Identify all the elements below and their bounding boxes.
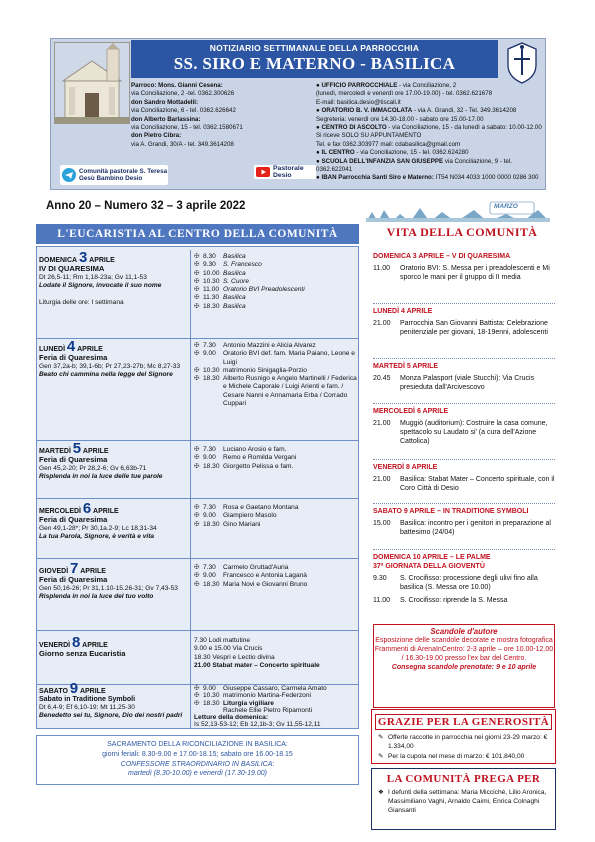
generosity-title: GRAZIE PER LA GENEROSITÀ bbox=[375, 714, 552, 730]
mass-time: 18.30 bbox=[203, 462, 220, 470]
mass-desc: Oratorio BVI Preadolescenti bbox=[223, 286, 305, 294]
office-line: ● IL CENTRO - via Conciliazione, 15 - tel. 0362.624280 bbox=[316, 149, 469, 157]
day-name: MARTEDÌ bbox=[39, 448, 71, 455]
office-name: IBAN Parrocchia Santi Siro e Materno: bbox=[321, 174, 434, 182]
event-desc: Parrocchia San Giovanni Battista: Celebrazione penitenziale per giovani, 18-19enni, adolescenti bbox=[400, 320, 548, 336]
clergy-entry bbox=[131, 99, 311, 116]
generosity-line bbox=[378, 752, 551, 761]
event-section bbox=[373, 463, 555, 493]
event-row bbox=[373, 519, 555, 537]
confession-hours: giorni feriali: 8.30-9.00 e 17.00-18.15; sabato ore 16.00-18.15 bbox=[102, 750, 293, 758]
event-row bbox=[373, 374, 555, 392]
scandole-delivery: Consegna scandole prenotate: 9 e 10 aprile bbox=[391, 664, 537, 671]
mass-time: 11.30 bbox=[203, 294, 220, 302]
mass-list bbox=[190, 441, 358, 499]
cross-icon: ✠ bbox=[194, 512, 200, 520]
day-name: SABATO bbox=[39, 688, 68, 695]
scandole-title: Scandole d'autore bbox=[430, 627, 498, 636]
day-readings: Dt 26,5-11; Rm 1,18-23a; Gv 11,1-53 bbox=[39, 273, 147, 281]
day-month: APRILE bbox=[82, 642, 108, 649]
day-number: 6 bbox=[82, 500, 92, 517]
cross-icon: ✠ bbox=[194, 462, 200, 470]
day-motto: Benedetto sei tu, Signore, Dio dei nostri padri bbox=[39, 711, 183, 719]
day-row bbox=[37, 498, 358, 559]
mass-time: 18.30 bbox=[203, 302, 220, 310]
mass-row bbox=[194, 375, 358, 408]
divider bbox=[373, 503, 555, 504]
event-desc: Oratorio BVI: S. Messa per i preadolescenti e Mi sporco le mani per il gruppo di II media bbox=[400, 265, 550, 281]
service-line: 21.00 Stabat mater – Concerto spirituale bbox=[194, 661, 320, 669]
divider bbox=[373, 549, 555, 550]
office-info: Si riceve SOLO SU APPUNTAMENTO bbox=[316, 132, 422, 140]
clergy-entry bbox=[131, 116, 311, 133]
day-info bbox=[39, 441, 183, 482]
day-info bbox=[39, 631, 183, 659]
clergy-entry bbox=[131, 132, 311, 149]
mass-time bbox=[203, 707, 223, 714]
clergy-info: via Conciliazione, 6 - tel. 0362.626642 bbox=[131, 107, 236, 115]
event-heading: DOMENICA 10 APRILE – LE PALME bbox=[373, 554, 491, 561]
youtube-link[interactable] bbox=[254, 165, 316, 179]
day-motto: Beato chi cammina nella legge del Signore bbox=[39, 371, 173, 379]
mass-row bbox=[194, 303, 358, 311]
offices-list bbox=[316, 82, 546, 183]
mass-time: 10.30 bbox=[203, 366, 220, 374]
day-feria: Feria di Quaresima bbox=[39, 353, 108, 363]
mass-desc: S. Cuore bbox=[223, 277, 250, 285]
day-name: MERCOLEDÌ bbox=[39, 508, 81, 515]
event-desc: S. Crocifisso: riprende la S. Messa bbox=[400, 597, 508, 604]
mass-row bbox=[194, 700, 358, 707]
day-motto: La tua Parola, Signore, è verità e vita bbox=[39, 533, 155, 541]
bullet-icon: ❖ bbox=[378, 789, 384, 796]
mass-desc: Maria Novi e Giovanni Bruno bbox=[223, 580, 308, 588]
mass-time: 9.00 bbox=[203, 512, 216, 520]
mass-desc: matrimonio Sinigaglia-Porzio bbox=[223, 366, 307, 374]
event-time: 21.00 bbox=[373, 420, 391, 427]
day-feria: Sabato in Traditione Symboli bbox=[39, 696, 136, 704]
generosity-text: Per la cupola nel mese di marzo: € 101.840,00 bbox=[388, 753, 525, 760]
office-line bbox=[316, 99, 546, 107]
service-list bbox=[190, 631, 358, 685]
mass-row bbox=[194, 261, 358, 269]
office-info: - via Conciliazione, 15 - da lunedì a sabato: 10.00-12.00 bbox=[386, 124, 542, 132]
office-line: ● ORATORIO B. V. IMMACOLATA - via A. Grandi, 32 - Tel. 349.3614208 bbox=[316, 107, 517, 115]
office-info: - via Conciliazione, 15 - tel. 0362.624280 bbox=[354, 149, 469, 157]
event-time: 11.00 bbox=[373, 597, 390, 604]
day-name: DOMENICA bbox=[39, 257, 78, 264]
mass-list bbox=[190, 499, 358, 559]
day-month: APRILE bbox=[89, 257, 115, 264]
day-number: 4 bbox=[66, 338, 76, 355]
office-line bbox=[316, 90, 546, 98]
event-section bbox=[373, 553, 555, 605]
day-number: 3 bbox=[78, 249, 88, 266]
day-name: GIOVEDÌ bbox=[39, 568, 69, 575]
mass-desc: Rachele Ellie Pietro Ripamonti bbox=[223, 706, 313, 714]
youtube-icon bbox=[256, 167, 270, 177]
clergy-list bbox=[131, 82, 311, 149]
cross-icon: ✠ bbox=[194, 520, 200, 528]
mass-desc: Giuseppe Cassaro, Carmela Amato bbox=[223, 685, 327, 692]
mass-time: 18.30 bbox=[203, 699, 220, 707]
sunday-readings-label: Letture della domenica: bbox=[194, 714, 269, 722]
service-line: 18.30 Vespri e Lectio divina bbox=[194, 653, 275, 661]
telegram-icon bbox=[62, 168, 76, 182]
event-row bbox=[373, 574, 555, 592]
office-line: ● CENTRO DI ASCOLTO - via Conciliazione, 15 - da lunedì a sabato: 10.00-12.00 bbox=[316, 124, 542, 132]
cross-icon: ✠ bbox=[194, 269, 200, 277]
confessor-hours: martedì (8.30-10.00) e venerdì (17.30-19.00) bbox=[128, 770, 267, 778]
mass-row bbox=[194, 294, 358, 302]
mass-desc: Francesco e Antonia Laganà bbox=[223, 572, 307, 580]
mass-desc: Basilica bbox=[223, 269, 246, 277]
mass-time: 18.30 bbox=[203, 520, 220, 528]
mass-time: 10.00 bbox=[203, 269, 220, 277]
cross-icon: ✠ bbox=[194, 366, 200, 374]
cross-icon: ✠ bbox=[194, 294, 200, 302]
mass-list bbox=[190, 339, 358, 441]
cross-icon: ✠ bbox=[194, 699, 200, 707]
event-heading: MERCOLEDÌ 6 APRILE bbox=[373, 408, 449, 415]
day-info bbox=[39, 559, 183, 602]
day-info bbox=[39, 680, 183, 719]
confession-box bbox=[36, 735, 359, 785]
day-info bbox=[39, 499, 183, 542]
mass-desc: Alberto Rusnigo e Angelo Martinelli / Federica e Michele Caporale / Luigi Arienti e fam. / Cesare Nanni e Annamaria Erba / Corrado Cuppari bbox=[223, 375, 357, 408]
mass-row bbox=[194, 581, 358, 589]
office-line: ● UFFICIO PARROCCHIALE - via Conciliazione, 2 bbox=[316, 82, 457, 89]
cross-icon: ✠ bbox=[194, 375, 200, 383]
clergy-info: via A. Grandi, 30/A - tel. 349.3614208 bbox=[131, 140, 234, 148]
day-number: 5 bbox=[72, 440, 82, 457]
day-readings: Gen 45,2-20; Pr 28,2-6; Gv 6,63b-71 bbox=[39, 464, 147, 472]
day-feria: Feria di Quaresima bbox=[39, 515, 108, 525]
event-desc: Monza Palasport (viale Stucchi): Via Crucis presieduta dall'Arcivescovo bbox=[400, 375, 535, 391]
office-info: - via A. Grandi, 32 - Tel. 349.3614208 bbox=[412, 107, 517, 115]
mass-time: 7.30 bbox=[203, 564, 216, 571]
day-feria: Feria di Quaresima bbox=[39, 575, 108, 585]
event-section bbox=[373, 407, 555, 446]
day-row bbox=[37, 630, 358, 685]
youtube-label: Pastorale Desio bbox=[273, 165, 304, 179]
mass-desc: Carmelo Gruttad'Auria bbox=[223, 564, 289, 571]
office-name: UFFICIO PARROCCHIALE bbox=[321, 82, 398, 89]
mass-time: 9.00 bbox=[203, 454, 216, 462]
community-title: VITA DELLA COMUNITÀ bbox=[386, 225, 538, 239]
event-section bbox=[373, 362, 555, 392]
event-desc: Basilica: incontro per i genitori in preparazione al battesimo (24/04) bbox=[400, 520, 551, 536]
mass-desc: Basilica bbox=[223, 253, 246, 260]
day-motto: Risplenda in noi la luce del tuo volto bbox=[39, 593, 154, 601]
event-time: 9.30 bbox=[373, 575, 387, 582]
day-month: APRILE bbox=[82, 448, 109, 455]
office-line bbox=[316, 141, 546, 149]
office-line: ● IBAN Parrocchia Santi Siro e Materno: IT54 N034 4033 1000 0000 0286 300 bbox=[316, 174, 539, 182]
cross-icon: ✠ bbox=[194, 253, 200, 260]
day-row bbox=[37, 558, 358, 631]
event-section bbox=[373, 507, 555, 537]
cross-icon: ✠ bbox=[194, 564, 200, 571]
mass-time: 11.00 bbox=[203, 286, 220, 294]
mass-row bbox=[194, 350, 358, 367]
event-subheading: 37ª GIORNATA DELLA GIOVENTÙ bbox=[373, 563, 485, 570]
divider bbox=[373, 403, 555, 404]
clergy-name: don Sandro Mottadelli: bbox=[131, 98, 199, 106]
office-info: Tel. e fax 0362.303977 mail: cdabasilica@gmail.com bbox=[316, 140, 461, 148]
mass-row bbox=[194, 685, 358, 692]
day-name: LUNEDÌ bbox=[39, 346, 66, 353]
mass-time: 10.30 bbox=[203, 692, 220, 700]
day-feria: Giorno senza Eucaristia bbox=[39, 649, 126, 659]
cross-icon: ✠ bbox=[194, 342, 200, 349]
day-readings: Gen 50,16-26; Pr 31,1.10-15.26-31; Gv 7,43-53 bbox=[39, 584, 178, 592]
day-info bbox=[39, 339, 183, 380]
eucaristia-title: L'EUCARISTIA AL CENTRO DELLA COMUNITÀ bbox=[36, 224, 359, 244]
clergy-entry bbox=[131, 82, 311, 99]
mass-desc: Antonio Mazzini e Alicia Alvarez bbox=[223, 342, 316, 349]
event-desc: Muggiò (auditorium): Costruire la casa comune, spettacolo su Laudato si' (a cura dell'Azione Cattolica) bbox=[400, 420, 548, 445]
mass-list bbox=[190, 559, 358, 631]
office-info: IT54 N034 4033 1000 0000 0286 300 bbox=[433, 174, 539, 182]
event-desc: Basilica: Stabat Mater – Concerto spirituale, con il Coro Città di Desio bbox=[400, 476, 555, 492]
office-info: (lunedì, mercoledì e venerdì ore 17.00-19.00) - tel. 0362.621678 bbox=[316, 90, 493, 98]
confession-title: SACRAMENTO DELLA RICONCILIAZIONE IN BASILICA: bbox=[107, 741, 288, 748]
day-number: 8 bbox=[71, 634, 81, 651]
issue-line: Anno 20 – Numero 32 – 3 aprile 2022 bbox=[46, 200, 246, 212]
mass-time: 7.30 bbox=[203, 504, 216, 511]
office-info: via Conciliazione, 9 - tel. 0362.622041 bbox=[316, 157, 512, 174]
telegram-link[interactable] bbox=[60, 165, 168, 185]
mass-desc: Gino Mariani bbox=[223, 520, 261, 528]
day-row bbox=[37, 440, 358, 499]
event-time: 21.00 bbox=[373, 476, 391, 483]
mass-time: 18.30 bbox=[203, 375, 220, 383]
prayer-line bbox=[378, 788, 549, 815]
mass-list bbox=[190, 685, 358, 729]
day-extra: Liturgia delle ore: I settimana bbox=[39, 298, 124, 306]
cross-icon: ✠ bbox=[194, 286, 200, 294]
event-section bbox=[373, 252, 555, 282]
mass-row bbox=[194, 253, 358, 261]
cross-icon: ✠ bbox=[194, 572, 200, 580]
clergy-name: don Alberto Barlassina: bbox=[131, 115, 201, 123]
mass-row bbox=[194, 707, 358, 714]
mass-desc: Luciano Arosio e fam. bbox=[223, 446, 287, 453]
day-row bbox=[37, 680, 358, 729]
mass-desc: S. Francesco bbox=[223, 261, 262, 269]
event-heading: VENERDÌ 8 APRILE bbox=[373, 464, 438, 471]
cross-icon: ✠ bbox=[194, 446, 200, 453]
mass-row bbox=[194, 286, 358, 294]
office-line bbox=[316, 132, 546, 140]
mass-row bbox=[194, 572, 358, 580]
office-line bbox=[316, 116, 546, 124]
banner-label: MARZO bbox=[494, 203, 518, 210]
event-time: 20.45 bbox=[373, 375, 391, 382]
mass-time: 9.00 bbox=[203, 572, 216, 580]
mass-time: 9.00 bbox=[203, 685, 216, 692]
divider bbox=[373, 303, 555, 304]
mass-row bbox=[194, 278, 358, 286]
mass-row bbox=[194, 270, 358, 278]
divider bbox=[373, 358, 555, 359]
day-readings: Gen 37,2a-b; 39,1-6b; Pr 27,23-27b; Mc 8,27-33 bbox=[39, 362, 181, 370]
cross-icon: ✠ bbox=[194, 261, 200, 269]
mass-time: 18.30 bbox=[203, 580, 220, 588]
event-time: 15.00 bbox=[373, 520, 391, 527]
prayer-text: I defunti della settimana: Maria Micciché, Lilio Aronica, Massimiliano Vaghi, Arnaldo Caimi, Enrica Colnaghi Giansanti bbox=[388, 789, 547, 814]
clergy-name: don Pietro Cibra: bbox=[131, 132, 182, 140]
generosity-text: Offerte raccolte in parrocchia nei giorni 23-29 marzo: € 1.334,00 bbox=[388, 734, 548, 750]
mass-row bbox=[194, 446, 358, 454]
mass-row bbox=[194, 512, 358, 520]
prayer-title: LA COMUNITÀ PREGA PER bbox=[386, 773, 541, 785]
event-section bbox=[373, 307, 555, 337]
mass-desc: Basilica bbox=[223, 302, 246, 310]
generosity-box bbox=[371, 709, 556, 764]
title-band bbox=[131, 40, 498, 78]
bullet-icon: ✎ bbox=[378, 753, 384, 760]
mass-row bbox=[194, 454, 358, 462]
cross-icon: ✠ bbox=[194, 504, 200, 511]
mass-desc: Rosa e Gaetano Montana bbox=[223, 504, 299, 511]
cross-icon: ✠ bbox=[194, 692, 200, 700]
day-motto: Risplenda in noi la luce delle tue parole bbox=[39, 473, 163, 481]
office-info: E-mail: basilica.desio@tiscali.it bbox=[316, 98, 401, 106]
decorative-banner bbox=[366, 200, 550, 222]
telegram-label: Comunità pastorale S. Teresa Gesù Bambino Desio bbox=[79, 167, 168, 182]
day-feria: Feria di Quaresima bbox=[39, 455, 108, 465]
day-feria: IV DI QUARESIMA bbox=[39, 264, 105, 274]
mass-row bbox=[194, 463, 358, 471]
day-month: APRILE bbox=[93, 508, 119, 515]
mass-time: 7.30 bbox=[203, 342, 216, 349]
day-number: 7 bbox=[70, 560, 79, 577]
day-motto: Lodate il Signore, invocate il suo nome bbox=[39, 282, 162, 290]
event-time: 11.00 bbox=[373, 265, 390, 272]
office-name: SCUOLA DELL'INFANZIA SAN GIUSEPPE bbox=[321, 157, 444, 165]
day-name: VENERDÌ bbox=[39, 642, 71, 649]
cross-icon: ✠ bbox=[194, 454, 200, 462]
day-readings: Dt 6,4-9; Ef 6,10-19; Mt 11,25-30 bbox=[39, 704, 135, 712]
sunday-readings: Is 52,13-53-12; Eb 12,1b-3; Gv 11,55-12,11 bbox=[194, 721, 321, 729]
mass-row bbox=[194, 504, 358, 512]
event-time: 21.00 bbox=[373, 320, 391, 327]
event-desc: S. Crocifisso: processione degli ulivi fino alla basilica (S. Messa ore 10.00) bbox=[400, 575, 538, 591]
day-row bbox=[37, 250, 358, 338]
service-line: 7.30 Lodi mattutine bbox=[194, 637, 251, 644]
mass-time: 7.30 bbox=[203, 446, 216, 453]
mass-time: 8.30 bbox=[203, 253, 216, 260]
generosity-line bbox=[378, 733, 551, 751]
church-photo bbox=[54, 42, 130, 124]
day-month: APRILE bbox=[80, 568, 106, 575]
parish-seal-icon bbox=[502, 41, 542, 85]
office-line: ● SCUOLA DELL'INFANZIA SAN GIUSEPPE via Conciliazione, 9 - tel. 0362.622041 bbox=[316, 157, 512, 174]
mass-desc: Basilica bbox=[223, 294, 246, 302]
mass-row bbox=[194, 521, 358, 529]
day-row bbox=[37, 338, 358, 441]
day-number: 9 bbox=[69, 680, 79, 697]
office-name: CENTRO DI ASCOLTO bbox=[321, 124, 387, 132]
day-info bbox=[39, 250, 183, 307]
day-month: APRILE bbox=[79, 688, 106, 695]
mass-row bbox=[194, 564, 358, 572]
bullet-icon: ✎ bbox=[378, 734, 384, 741]
cross-icon: ✠ bbox=[194, 302, 200, 310]
event-heading: MARTEDÌ 5 APRILE bbox=[373, 363, 439, 370]
scandole-body: Esposizione delle scandole decorate e mostra fotografica Frammenti di ArenaInCentro: 2-3 aprile – ore 10.00-12.00 / 16.30-19.00 presso l'ex bar del Centro. bbox=[374, 637, 554, 662]
mass-row bbox=[194, 342, 358, 350]
mass-row bbox=[194, 692, 358, 699]
scandole-box bbox=[373, 624, 555, 708]
office-info: - via Conciliazione, 2 bbox=[397, 82, 457, 89]
office-name: IL CENTRO bbox=[321, 149, 355, 157]
cross-icon: ✠ bbox=[194, 685, 200, 692]
clergy-info: via Conciliazione, 2 -tel. 0362.300626 bbox=[131, 90, 235, 98]
event-heading: SABATO 9 APRILE – IN TRADITIONE SYMBOLI bbox=[373, 508, 529, 515]
event-row bbox=[373, 596, 555, 605]
mass-time: 10.30 bbox=[203, 277, 220, 285]
mass-desc: Giorgetto Pelissa e fam. bbox=[223, 462, 294, 470]
service-line: 9.00 e 15.00 Via Crucis bbox=[194, 645, 263, 653]
event-row bbox=[373, 419, 555, 446]
mass-row bbox=[194, 367, 358, 375]
mass-desc: Liturgia vigiliare bbox=[223, 699, 274, 707]
mass-desc: Giampiero Masolo bbox=[223, 512, 277, 520]
masthead-kicker: NOTIZIARIO SETTIMANALE DELLA PARROCCHIA bbox=[209, 43, 420, 53]
office-info: Segreteria: venerdì ore 14.30-18.00 - sabato ore 15.00-17.00 bbox=[316, 115, 484, 123]
mass-time: 9.30 bbox=[203, 261, 216, 269]
event-heading: LUNEDÌ 4 APRILE bbox=[373, 308, 433, 315]
cross-icon: ✠ bbox=[194, 277, 200, 285]
mass-desc: matrimonio Martina-Federzoni bbox=[223, 692, 311, 700]
event-row bbox=[373, 264, 555, 282]
clergy-info: via Conciliazione, 15 - tel. 0362.1580671 bbox=[131, 124, 243, 132]
event-heading: DOMENICA 3 APRILE – V DI QUARESIMA bbox=[373, 253, 511, 260]
cross-icon: ✠ bbox=[194, 350, 200, 358]
clergy-name: Parroco: Mons. Gianni Cesena: bbox=[131, 82, 223, 89]
event-row bbox=[373, 319, 555, 337]
mass-desc: Oratorio BVI def. fam. Maria Paiano, Leone e Luigi bbox=[223, 350, 355, 366]
mass-list bbox=[190, 250, 358, 338]
event-row bbox=[373, 475, 555, 493]
day-month: APRILE bbox=[77, 346, 103, 353]
divider bbox=[373, 459, 555, 460]
confessor-title: CONFESSORE STRAORDINARIO IN BASILICA: bbox=[120, 760, 275, 768]
office-name: ORATORIO B. V. IMMACOLATA bbox=[321, 107, 413, 115]
masthead-title: SS. SIRO E MATERNO - BASILICA bbox=[173, 54, 456, 73]
day-readings: Gen 49,1-28*; Pr 30,1a.2-9; Lc 18,31-34 bbox=[39, 524, 157, 532]
mass-time: 9.00 bbox=[203, 350, 216, 358]
cross-icon: ✠ bbox=[194, 580, 200, 588]
mass-desc: Remo e Romilda Vergani bbox=[223, 454, 297, 462]
prayer-box bbox=[371, 768, 556, 830]
